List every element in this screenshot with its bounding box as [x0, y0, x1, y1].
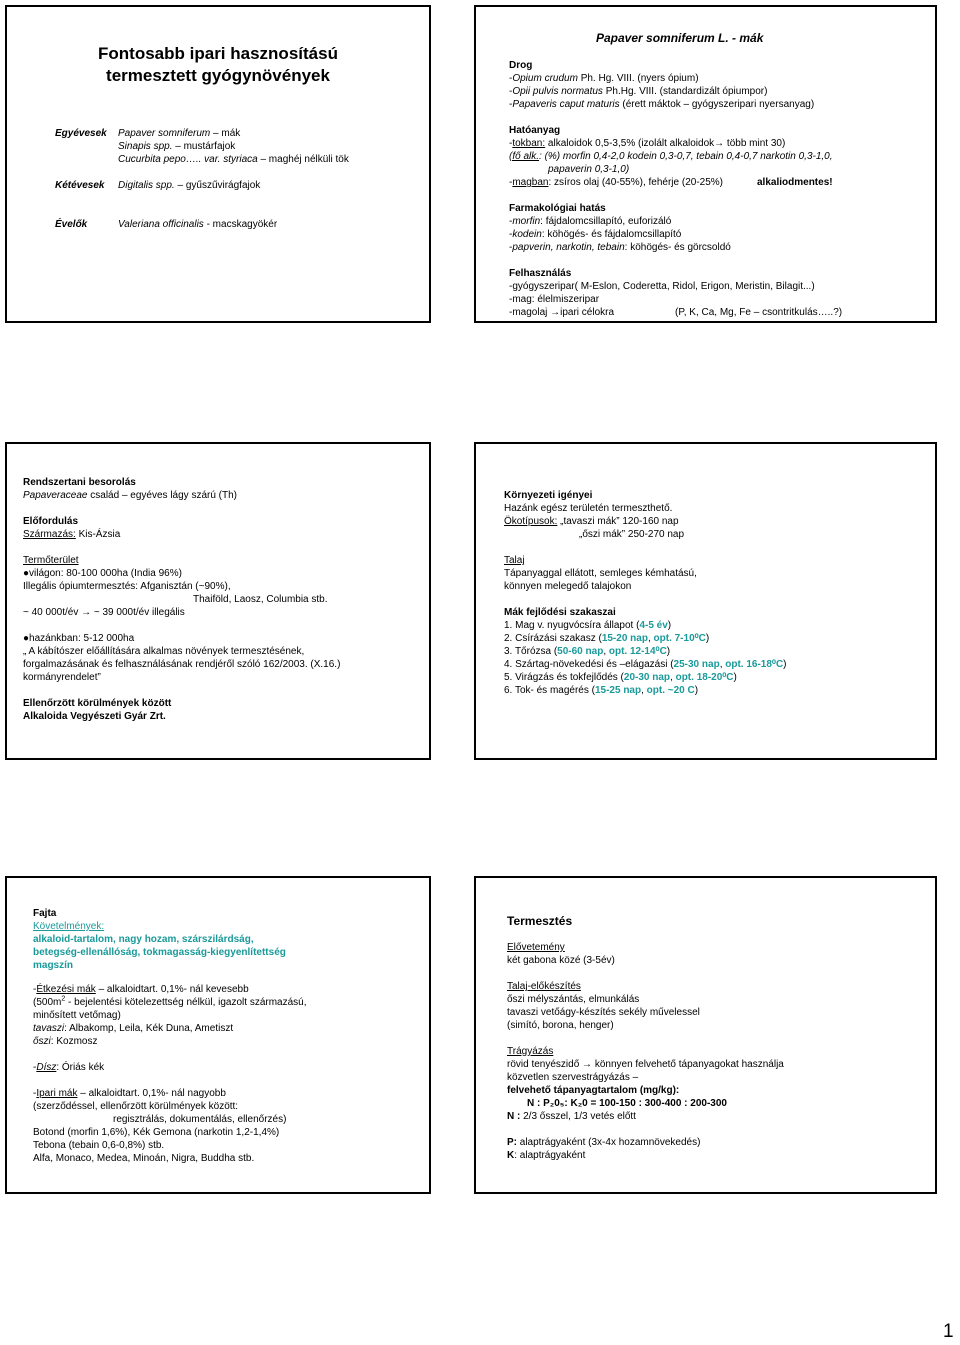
- slide-environment: [474, 442, 937, 760]
- stage-line: 5. Virágzás és tokfejlődés (20-30 nap, opt. 18-20⁰C): [504, 672, 737, 683]
- cultivation-line: felvehető tápanyagtartalom (mg/kg):: [507, 1085, 680, 1096]
- origin-line: Származás: Kis-Ázsia: [23, 529, 121, 540]
- stage-line: 4. Szártag-növekedési és –elágazási (25-30 nap, opt. 16-18⁰C): [504, 659, 787, 670]
- hungary-line: forgalmazásának és felhasználásának rendjéről szóló 162/2003. (X.16.): [23, 659, 341, 670]
- plant-row: Digitalis spp. – gyűszűvirágfajok: [118, 180, 261, 191]
- section-heading: Talaj: [504, 555, 525, 566]
- section-heading: Felhasználás: [509, 268, 572, 279]
- controlled-line: Ellenőrzött körülmények között: [23, 698, 172, 709]
- variety-line: Botond (morfin 1,6%), Kék Gemona (narkotin 1,2-1,4%): [33, 1127, 280, 1138]
- section-heading: Fajta: [33, 908, 57, 919]
- section-heading: Követelmények:: [33, 921, 105, 932]
- stage-line: 6. Tok- és magérés (15-25 nap, opt. ~20 C): [504, 685, 699, 696]
- usage-line: (P, K, Ca, Mg, Fe – csontritkulás…..?): [675, 307, 843, 318]
- active-ingredient-line: -tokban: alkaloidok 0,5-3,5% (izolált alkaloidok→ több mint 30): [509, 138, 786, 149]
- cultivation-line: tavaszi vetőágy-készítés sekély művelessel: [507, 1007, 700, 1018]
- env-line: Ökotípusok: „tavaszi mák” 120-160 nap: [504, 516, 679, 527]
- slide-taxonomy: [5, 442, 431, 760]
- area-line: ●világon: 80-100 000ha (India 96%): [23, 568, 182, 579]
- stage-line: 2. Csírázási szakasz (15-20 nap, opt. 7-10⁰C): [504, 633, 710, 644]
- pharm-item: -kodein: köhögés- és fájdalomcsillapító: [509, 229, 682, 240]
- section-heading: Rendszertani besorolás: [23, 477, 136, 488]
- category-perennial: Évelők: [55, 219, 88, 230]
- plant-row: Papaver somniferum – mák: [118, 128, 241, 139]
- drog-item: -Opii pulvis normatus Ph.Hg. VIII. (standardizált ópiumpor): [509, 86, 768, 97]
- variety-line: tavaszi: Albakomp, Leila, Kék Duna, Ametiszt: [33, 1023, 234, 1034]
- active-ingredient-line: -magban: zsíros olaj (40-55%), fehérje (20-25%): [509, 177, 724, 188]
- usage-line: -mag: élelmiszeripar: [509, 294, 600, 305]
- section-heading: Környezeti igényei: [504, 490, 593, 501]
- variety-line: regisztrálás, dokumentálás, ellenőrzés): [113, 1114, 287, 1125]
- category-annual: Egyévesek: [55, 128, 107, 139]
- category-biennial: Kétévesek: [55, 180, 105, 191]
- hungary-line: ●hazánkban: 5-12 000ha: [23, 633, 135, 644]
- stage-line: 3. Tőrózsa (50-60 nap, opt. 12-14⁰C): [504, 646, 671, 657]
- variety-line: Tebona (tebain 0,6-0,8%) stb.: [33, 1140, 165, 1151]
- variety-line: ($500m^2$ - bejelentési kötelezettség nélkül, igazolt származású,: [33, 995, 307, 1008]
- cultivation-line: P: alaptrágyaként (3x-4x hozamnövekedés): [507, 1137, 701, 1148]
- section-heading: Hatóanyag: [509, 125, 561, 136]
- active-ingredient-line: (fő alk.: (%) morfin 0,4-2,0 kodein 0,3-0,7, tebain 0,4-0,7 narkotin 0,3-1,0,: [509, 151, 833, 162]
- requirement-line: magszín: [33, 960, 74, 971]
- variety-line: Alfa, Monaco, Medea, Minoán, Nigra, Buddha stb.: [33, 1153, 255, 1164]
- page-number: 1: [943, 1321, 954, 1342]
- drog-item: -Opium crudum Ph. Hg. VIII. (nyers ópium): [509, 73, 699, 84]
- variety-line: őszi: Kozmosz: [33, 1036, 98, 1047]
- slide-title-line-2: termesztett gyógynövények: [106, 66, 330, 85]
- nutrient-ratio: N : P₂0₅: K₂0 = 100-150 : 300-400 : 200-300: [527, 1098, 727, 1109]
- slide-overview: [5, 5, 431, 323]
- cultivation-line: rövid tenyészidő → könnyen felvehető tápanyagokat használja: [507, 1059, 784, 1070]
- section-heading: Elővetemény: [507, 942, 565, 953]
- section-heading: Talaj-előkészítés: [507, 981, 581, 992]
- requirement-line: betegség-ellenállóság, tokmagasság-kiegyenlítettség: [33, 947, 286, 958]
- slide-title-line-1: Fontosabb ipari hasznosítású: [98, 44, 338, 63]
- soil-line: Tápanyaggal ellátott, semleges kémhatású,: [504, 568, 697, 579]
- cultivation-line: (simító, borona, henger): [507, 1020, 614, 1031]
- usage-line: -gyógyszeripar( M-Eslon, Coderetta, Ridol, Erigon, Meristin, Bilagit...): [509, 281, 815, 292]
- cultivation-line: két gabona közé (3-5év): [507, 955, 615, 966]
- usage-line: -magolaj →ipari célokra: [509, 307, 615, 318]
- slide-title: Termesztés: [507, 914, 573, 928]
- plant-row: Valeriana officinalis - macskagyökér: [118, 219, 278, 230]
- pharm-item: -papverin, narkotin, tebain: köhögés- és görcsoldó: [509, 242, 731, 253]
- hungary-line: kormányrendelet”: [23, 672, 101, 683]
- section-heading: Farmakológiai hatás: [509, 203, 606, 214]
- drog-item: -Papaveris caput maturis (érett máktok – gyógyszeripari nyersanyag): [509, 99, 815, 110]
- soil-line: könnyen melegedő talajokon: [504, 581, 632, 592]
- variety-line: -Étkezési mák – alkaloidtart. 0,1%- nál kevesebb: [33, 984, 249, 995]
- cultivation-line: N : 2/3 ősszel, 1/3 vetés előtt: [507, 1111, 636, 1122]
- hungary-line: „ A kábítószer előállítására alkalmas növények termesztésének,: [23, 646, 305, 657]
- plant-row: Cucurbita pepo….. var. styriaca – maghéj nélküli tök: [118, 154, 349, 165]
- area-line: Thaiföld, Laosz, Columbia stb.: [193, 594, 328, 605]
- section-heading: Trágyázás: [507, 1046, 554, 1057]
- alkaloid-free-note: alkaliodmentes!: [757, 177, 833, 188]
- taxonomy-line: Papaveraceae család – egyéves lágy szárú (Th): [23, 490, 238, 501]
- slide-varieties: [5, 876, 431, 1194]
- variety-line: -Dísz: Óriás kék: [33, 1062, 105, 1073]
- slide-papaver: [474, 5, 937, 323]
- variety-line: -Ipari mák – alkaloidtart. 0,1%- nál nagyobb: [33, 1088, 226, 1099]
- cultivation-line: K: alaptrágyaként: [507, 1150, 586, 1161]
- env-line: Hazánk egész területén termeszthető.: [504, 503, 673, 514]
- slide-title: Papaver somniferum L. - mák: [596, 31, 764, 45]
- section-heading: Termőterület: [23, 555, 79, 566]
- plant-row: Sinapis spp. – mustárfajok: [118, 141, 236, 152]
- pharm-item: -morfin: fájdalomcsillapító, euforizáló: [509, 216, 672, 227]
- requirement-line: alkaloid-tartalom, nagy hozam, szárszilárdság,: [33, 934, 254, 945]
- slide-cultivation: [474, 876, 937, 1194]
- env-line: „őszi mák” 250-270 nap: [579, 529, 685, 540]
- section-heading: Drog: [509, 60, 533, 71]
- section-heading: Előfordulás: [23, 516, 79, 527]
- section-heading: Mák fejlődési szakaszai: [504, 607, 616, 618]
- variety-line: minősített vetőmag): [33, 1010, 121, 1021]
- cultivation-line: közvetlen szervestrágyázás –: [507, 1072, 639, 1083]
- cultivation-line: őszi mélyszántás, elmunkálás: [507, 994, 640, 1005]
- variety-line: (szerződéssel, ellenőrzött körülmények között:: [33, 1101, 239, 1112]
- active-ingredient-line: papaverin 0,3-1,0): [548, 164, 630, 175]
- area-line: ~ 40 000t/év → ~ 39 000t/év illegális: [23, 607, 185, 618]
- stage-line: 1. Mag v. nyugvócsíra állapot (4-5 év): [504, 620, 672, 631]
- controlled-line: Alkaloida Vegyészeti Gyár Zrt.: [23, 711, 166, 722]
- area-line: Illegális ópiumtermesztés: Afganisztán (~90%),: [23, 581, 231, 592]
